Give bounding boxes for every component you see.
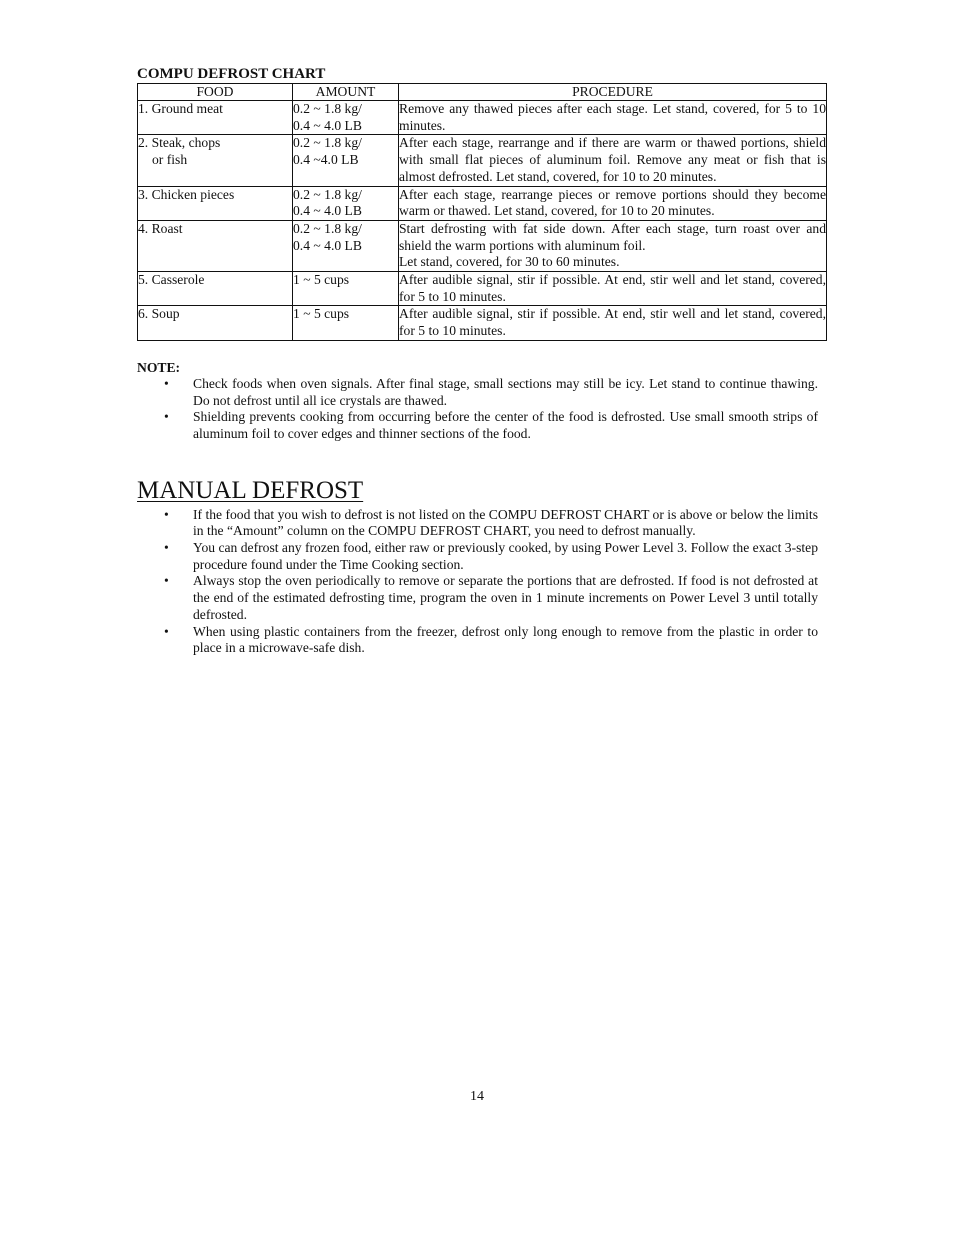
amount-metric: 0.2 ~ 1.8 kg/: [293, 220, 362, 236]
manual-item: • When using plastic containers from the freezer, defrost only long enough to remove from the plastic in order to place in a microwave-safe dish.: [137, 624, 826, 657]
food-label: 4. Roast: [138, 220, 183, 236]
chart-title: COMPU DEFROST CHART: [137, 66, 326, 82]
table-row: [138, 220, 827, 271]
table-row: [138, 101, 827, 135]
table-row: [138, 272, 827, 306]
manual-item: • If the food that you wish to defrost is not listed on the COMPU DEFROST CHART or is above or below the limits in the “Amount” column on the COMPU DEFROST CHART, you need to defrost manually.: [137, 507, 826, 540]
food-label: 1. Ground meat: [138, 101, 223, 116]
procedure-cell: After each stage, rearrange pieces or remove portions should they become warm or thawed. Let stand, covered, for 10 to 20 minutes.: [399, 186, 827, 220]
amount-cell: [293, 220, 399, 271]
note-list: [137, 376, 826, 443]
page-number: 14: [470, 1089, 484, 1104]
header-procedure: PROCEDURE: [399, 84, 827, 101]
food-label: 2. Steak, chops: [138, 135, 221, 151]
procedure-cell: [399, 220, 827, 271]
amount-imperial: 0.4 ~4.0 LB: [293, 152, 359, 168]
table-row: [138, 306, 827, 340]
food-label: 3. Chicken pieces: [138, 186, 235, 202]
amount-imperial: 0.4 ~ 4.0 LB: [293, 203, 362, 219]
amount-cell: [293, 306, 399, 340]
header-food: FOOD: [138, 84, 293, 101]
procedure-text: Start defrosting with fat side down. After each stage, turn roast over and shield the warm portions with aluminum foil.: [399, 220, 826, 253]
food-cell: [138, 186, 293, 220]
note-item: • Check foods when oven signals. After final stage, small sections may still be icy. Let stand to continue thawing. Do not defrost until all ice crystals are thawed.: [137, 376, 826, 409]
amount-metric: 0.2 ~ 1.8 kg/: [293, 135, 362, 151]
manual-item: • Always stop the oven periodically to remove or separate the portions that are defrosted. If food is not defrosted at the end of the estimated defrosting time, program the oven in 1 minute increments on Power Level 3 until totally defrosted.: [137, 573, 826, 623]
amount-cell: [293, 272, 399, 306]
food-cell: [138, 272, 293, 306]
food-cell: [138, 306, 293, 340]
procedure-cell: After audible signal, stir if possible. At end, stir well and let stand, covered, for 5 to 10 minutes.: [399, 272, 827, 306]
note-heading: NOTE:: [137, 359, 181, 375]
food-label: 5. Casserole: [138, 272, 205, 288]
food-label: 6. Soup: [138, 306, 180, 322]
amount-cell: [293, 186, 399, 220]
amount-cell: [293, 101, 399, 135]
procedure-cell: After each stage, rearrange and if there are warm or thawed portions, shield with small flat pieces of aluminum foil. Remove any meat or fish that is almost defrosted. Let stand, covered, for 10 to 20 minutes.: [399, 135, 827, 186]
table-row: [138, 186, 827, 220]
food-cell: [138, 135, 293, 186]
procedure-cell: Remove any thawed pieces after each stage. Let stand, covered, for 5 to 10 minutes.: [399, 101, 827, 135]
table-header-row: [138, 84, 827, 101]
amount-imperial: 0.4 ~ 4.0 LB: [293, 237, 362, 253]
table-row: [138, 135, 827, 186]
amount-imperial: 0.4 ~ 4.0 LB: [293, 117, 362, 133]
amount-metric: 0.2 ~ 1.8 kg/: [293, 101, 362, 116]
note-item: • Shielding prevents cooking from occurring before the center of the food is defrosted. Use small smooth strips of aluminum foil to cover edges and thinner sections of the food.: [137, 409, 826, 442]
amount-cell: [293, 135, 399, 186]
procedure-cell: After audible signal, stir if possible. At end, stir well and let stand, covered, for 5 to 10 minutes.: [399, 306, 827, 340]
food-label-continued: or fish: [152, 152, 188, 168]
amount-cups: 1 ~ 5 cups: [293, 272, 350, 288]
amount-cups: 1 ~ 5 cups: [293, 306, 350, 322]
manual-item: • You can defrost any frozen food, either raw or previously cooked, by using Power Level 3. Follow the exact 3-step procedure found under the Time Cooking section.: [137, 540, 826, 573]
defrost-table: [137, 83, 827, 341]
page-content: [137, 66, 826, 657]
amount-metric: 0.2 ~ 1.8 kg/: [293, 186, 362, 202]
procedure-text-standing: Let stand, covered, for 30 to 60 minutes.: [399, 254, 620, 270]
food-cell: [138, 220, 293, 271]
manual-defrost-list: [137, 507, 826, 657]
section-title-manual-defrost: MANUAL DEFROST: [137, 476, 364, 504]
header-amount: AMOUNT: [293, 84, 399, 101]
food-cell: [138, 101, 293, 135]
